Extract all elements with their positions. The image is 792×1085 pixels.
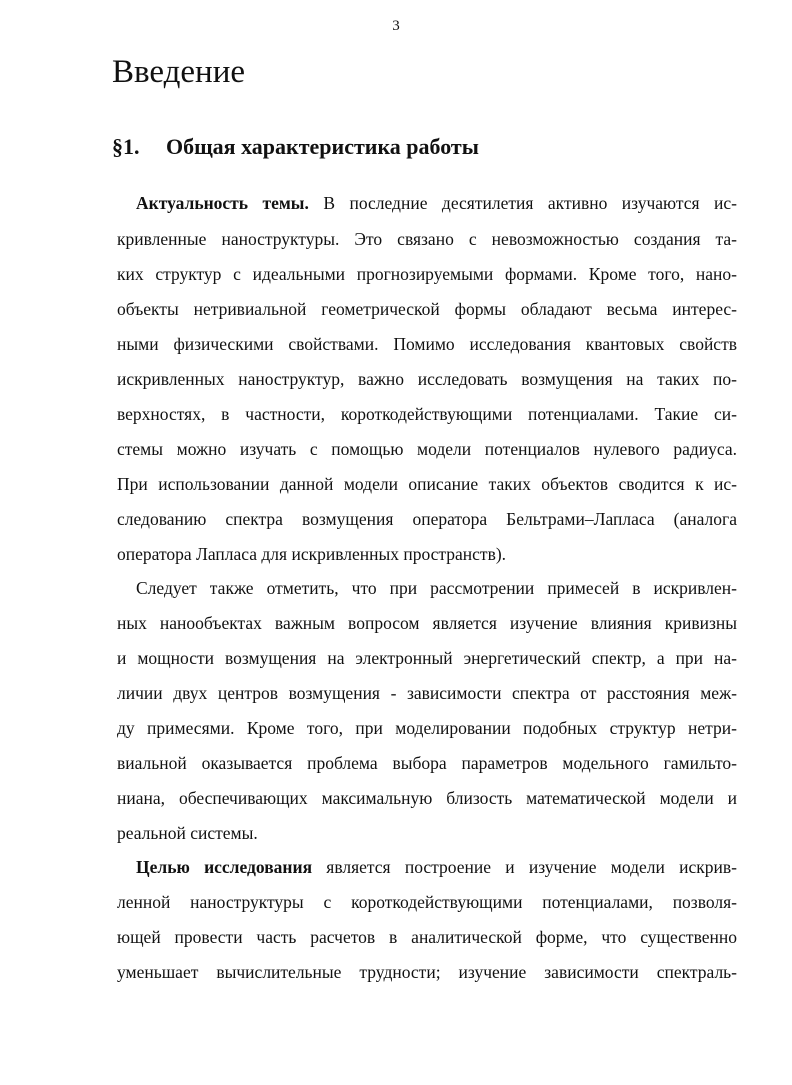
paragraph-line: Актуальность темы. В последние десятилетия активно изучаются ис- (136, 193, 737, 213)
paragraph-line: следованию спектра возмущения оператора Бельтрами–Лапласа (аналога (117, 509, 737, 529)
paragraph-line: Целью исследования является построение и изучение модели искрив- (136, 857, 737, 877)
paragraph-line: объекты нетривиальной геометрической формы обладают весьма интерес- (117, 299, 737, 319)
paragraph-line: и мощности возмущения на электронный энергетический спектр, а при на- (117, 648, 737, 668)
paragraph-lead: Актуальность темы. (136, 193, 309, 213)
paragraph-line: Следует также отметить, что при рассмотрении примесей в искривлен- (136, 578, 737, 598)
paragraph-line: ленной наноструктуры с короткодействующими потенциалами, позволя- (117, 892, 737, 912)
paragraph-line: реальной системы. (117, 823, 258, 843)
paragraph-line: ных нанообъектах важным вопросом является изучение влияния кривизны (117, 613, 737, 633)
paragraph-line: кривленные наноструктуры. Это связано с невозможностью создания та- (117, 229, 737, 249)
paragraph-line: стемы можно изучать с помощью модели потенциалов нулевого радиуса. (117, 439, 737, 459)
chapter-title: Введение (112, 54, 246, 90)
paragraph-line: оператора Лапласа для искривленных пространств). (117, 544, 507, 564)
paragraph-line: ниана, обеспечивающих максимальную близость математической модели и (117, 788, 737, 808)
paragraph-line: виальной оказывается проблема выбора параметров модельного гамильто- (117, 753, 737, 773)
section-number: §1. (112, 134, 140, 159)
paragraph-line: искривленных наноструктур, важно исследовать возмущения на таких по- (117, 369, 737, 389)
page-number: 3 (392, 18, 400, 34)
section-title: Общая характеристика работы (166, 134, 479, 159)
paragraph-lead: Целью исследования (136, 857, 313, 877)
paragraph-line: ющей провести часть расчетов в аналитической форме, что существенно (117, 927, 737, 947)
paragraph-line: ду примесями. Кроме того, при моделировании подобных структур нетри- (117, 718, 737, 738)
paragraph-line: При использовании данной модели описание таких объектов сводится к ис- (117, 474, 737, 494)
paragraph-line: личии двух центров возмущения - зависимости спектра от расстояния меж- (117, 683, 737, 703)
paragraph-line: уменьшает вычислительные трудности; изучение зависимости спектраль- (117, 962, 737, 982)
section-heading (112, 134, 479, 160)
paragraph-line: ких структур с идеальными прогнозируемыми формами. Кроме того, нано- (117, 264, 737, 284)
paragraph-line: верхностях, в частности, короткодействующими потенциалами. Такие си- (117, 404, 737, 424)
paragraph-line: ными физическими свойствами. Помимо исследования квантовых свойств (117, 334, 737, 354)
